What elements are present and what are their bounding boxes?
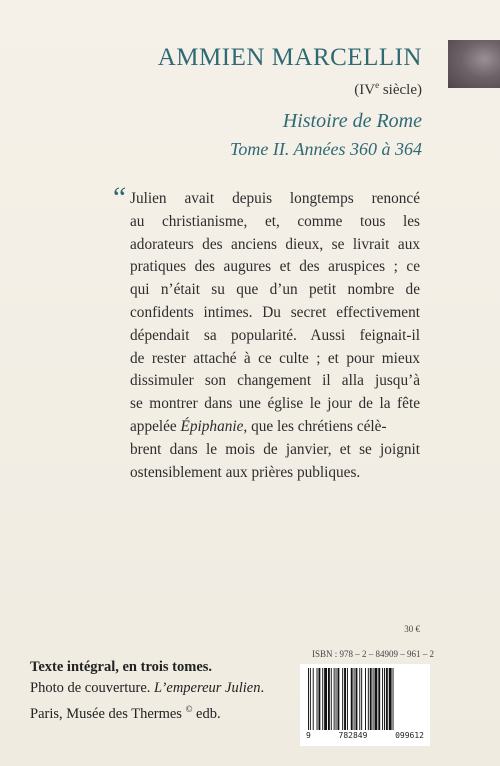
quote-line: qui n’était su que d’un petit nombre de — [130, 281, 420, 299]
quote-line: au christianisme, et, comme tous les — [130, 212, 420, 230]
century-label: (IVe siècle) — [354, 80, 422, 98]
barcode-bars — [306, 668, 424, 730]
quote-line: dépendait sa popularité. Aussi feignait-il — [130, 326, 420, 344]
quote-line: de rester attaché à ce culte ; et pour mieux — [130, 349, 420, 367]
quote-line-mixed: appelée Épiphanie, que les chrétiens célè- — [130, 417, 387, 435]
quote-excerpt — [130, 188, 420, 484]
quote-line: brent dans le mois de janvier, et se joignit — [130, 440, 420, 458]
footer-location: Paris, Musée des Thermes © edb. — [30, 704, 221, 722]
author-name: AMMIEN MARCELLIN — [157, 44, 422, 71]
quote-line: se montrer dans une église le jour de la fête — [130, 395, 420, 413]
quote-line: Julien avait depuis longtemps renoncé — [130, 190, 420, 207]
quote-line: pratiques des augures et des aruspices ; ce — [130, 258, 420, 276]
price-label: 30 € — [404, 624, 420, 634]
quote-line: adorateurs des anciens dieux, se livrait aux — [130, 235, 420, 253]
footer-credits — [30, 657, 290, 725]
quote-line: dissimuler son changement il alla jusqu’à — [130, 372, 420, 390]
tome-subtitle: Tome II. Années 360 à 364 — [230, 139, 422, 159]
quote-line: ostensiblement aux prières publiques. — [130, 463, 361, 481]
barcode — [300, 664, 430, 746]
isbn-label: ISBN : 978 – 2 – 84909 – 961 – 2 — [312, 649, 435, 659]
quote-line: confidents intimes. Du secret effectivement — [130, 303, 420, 321]
quote-italic-word: Épiphanie — [180, 417, 244, 435]
footer-photo-credit: Photo de couverture. L’empereur Julien. — [30, 680, 265, 696]
cover-image-thumbnail — [448, 40, 500, 88]
book-title: Histoire de Rome — [282, 110, 422, 132]
quote-open-mark: “ — [110, 181, 127, 214]
barcode-digits: 9 782849 099612 — [306, 731, 424, 740]
footer-edition-note: Texte intégral, en trois tomes. — [30, 659, 213, 675]
